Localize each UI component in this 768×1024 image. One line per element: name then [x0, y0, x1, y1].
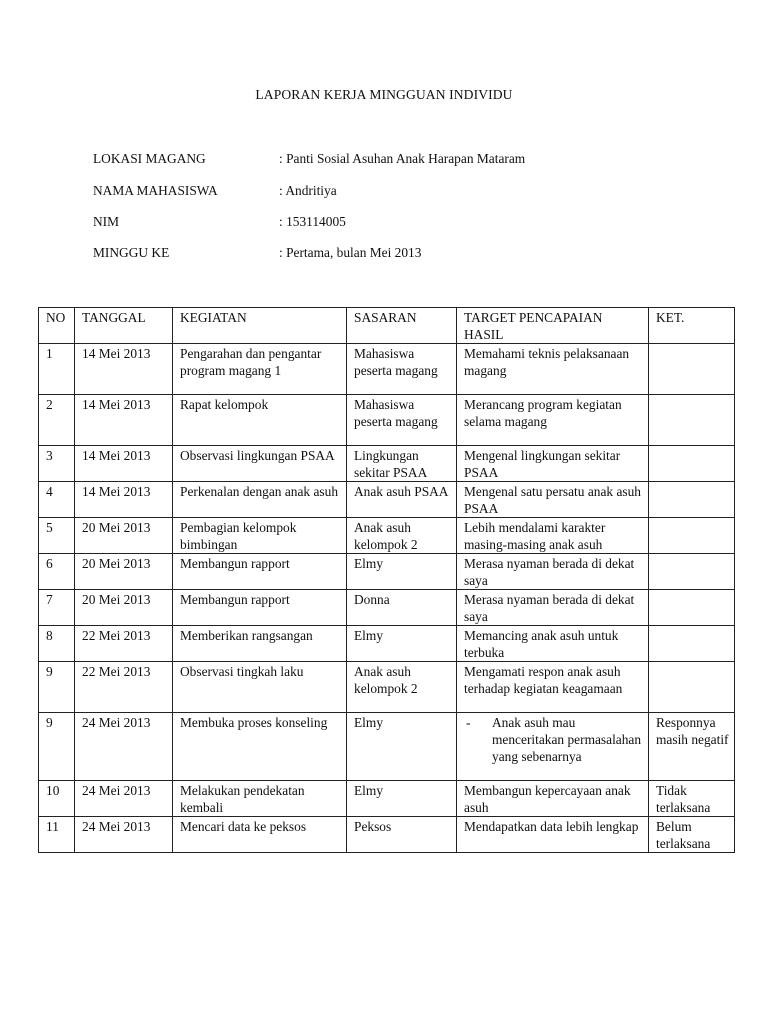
- table-row: [39, 344, 735, 395]
- cell-no: 4: [39, 482, 75, 518]
- cell-target: [457, 713, 649, 781]
- cell-target: Lebih mendalami karakter masing-masing anak asuh: [457, 518, 649, 554]
- cell-no: 10: [39, 781, 75, 817]
- cell-kegiatan: Mencari data ke peksos: [173, 817, 347, 853]
- header-kegiatan: KEGIATAN: [173, 308, 347, 344]
- cell-target: Mengenal satu persatu anak asuh PSAA: [457, 482, 649, 518]
- cell-no: 9: [39, 713, 75, 781]
- cell-tanggal: 24 Mei 2013: [75, 781, 173, 817]
- info-value: : 153114005: [279, 214, 346, 230]
- header-ket: KET.: [649, 308, 735, 344]
- cell-kegiatan: Observasi lingkungan PSAA: [173, 446, 347, 482]
- cell-sasaran: Elmy: [347, 781, 457, 817]
- cell-sasaran: Mahasiswa peserta magang: [347, 395, 457, 446]
- cell-ket: [649, 626, 735, 662]
- cell-sasaran: Anak asuh kelompok 2: [347, 662, 457, 713]
- bullet-dash: -: [466, 715, 471, 730]
- info-label: NAMA MAHASISWA: [93, 183, 218, 198]
- info-label: NIM: [93, 214, 120, 229]
- cell-no: 2: [39, 395, 75, 446]
- cell-kegiatan: Rapat kelompok: [173, 395, 347, 446]
- table-row: [39, 626, 735, 662]
- cell-ket: Belum terlaksana: [649, 817, 735, 853]
- cell-kegiatan: Melakukan pendekatan kembali: [173, 781, 347, 817]
- bullet-text: Anak asuh mau menceritakan permasalahan yang sebenarnya: [492, 715, 642, 764]
- report-table: [38, 307, 735, 853]
- cell-ket: [649, 662, 735, 713]
- info-row-nama: [93, 183, 693, 201]
- cell-kegiatan: Memberikan rangsangan: [173, 626, 347, 662]
- cell-target: Memahami teknis pelaksanaan magang: [457, 344, 649, 395]
- info-value: : Andritiya: [279, 183, 337, 199]
- table-row: [39, 590, 735, 626]
- cell-no: 5: [39, 518, 75, 554]
- cell-ket: Responnya masih negatif: [649, 713, 735, 781]
- header-no: NO: [39, 308, 75, 344]
- cell-ket: [649, 554, 735, 590]
- cell-target: Memancing anak asuh untuk terbuka: [457, 626, 649, 662]
- header-target: TARGET PENCAPAIAN HASIL: [457, 308, 649, 344]
- cell-target: Merancang program kegiatan selama magang: [457, 395, 649, 446]
- cell-tanggal: 14 Mei 2013: [75, 344, 173, 395]
- cell-sasaran: Elmy: [347, 626, 457, 662]
- cell-sasaran: Lingkungan sekitar PSAA: [347, 446, 457, 482]
- info-label: MINGGU KE: [93, 245, 170, 260]
- cell-no: 9: [39, 662, 75, 713]
- cell-tanggal: 24 Mei 2013: [75, 817, 173, 853]
- cell-tanggal: 14 Mei 2013: [75, 446, 173, 482]
- cell-kegiatan: Membangun rapport: [173, 554, 347, 590]
- cell-ket: Tidak terlaksana: [649, 781, 735, 817]
- cell-ket: [649, 344, 735, 395]
- table-header-row: [39, 308, 735, 344]
- cell-sasaran: Elmy: [347, 554, 457, 590]
- cell-target: Mengenal lingkungan sekitar PSAA: [457, 446, 649, 482]
- cell-sasaran: Anak asuh PSAA: [347, 482, 457, 518]
- table-row: [39, 662, 735, 713]
- cell-kegiatan: Pengarahan dan pengantar program magang 1: [173, 344, 347, 395]
- info-row-minggu: [93, 245, 693, 263]
- cell-no: 1: [39, 344, 75, 395]
- table-row: [39, 482, 735, 518]
- info-value: : Pertama, bulan Mei 2013: [279, 245, 421, 261]
- document-title: LAPORAN KERJA MINGGUAN INDIVIDU: [255, 87, 513, 102]
- cell-tanggal: 24 Mei 2013: [75, 713, 173, 781]
- cell-kegiatan: Membangun rapport: [173, 590, 347, 626]
- table-row: [39, 518, 735, 554]
- cell-sasaran: Anak asuh kelompok 2: [347, 518, 457, 554]
- table-row: [39, 817, 735, 853]
- cell-target: Membangun kepercayaan anak asuh: [457, 781, 649, 817]
- cell-kegiatan: Perkenalan dengan anak asuh: [173, 482, 347, 518]
- cell-target: Merasa nyaman berada di dekat saya: [457, 554, 649, 590]
- table-row: [39, 395, 735, 446]
- cell-target: Mendapatkan data lebih lengkap: [457, 817, 649, 853]
- cell-tanggal: 22 Mei 2013: [75, 662, 173, 713]
- cell-tanggal: 14 Mei 2013: [75, 395, 173, 446]
- cell-no: 3: [39, 446, 75, 482]
- cell-tanggal: 22 Mei 2013: [75, 626, 173, 662]
- cell-sasaran: Elmy: [347, 713, 457, 781]
- cell-ket: [649, 395, 735, 446]
- cell-sasaran: Mahasiswa peserta magang: [347, 344, 457, 395]
- cell-no: 7: [39, 590, 75, 626]
- cell-ket: [649, 446, 735, 482]
- info-row-lokasi: [93, 151, 693, 169]
- cell-sasaran: Donna: [347, 590, 457, 626]
- cell-no: 8: [39, 626, 75, 662]
- table-row: [39, 713, 735, 781]
- cell-tanggal: 20 Mei 2013: [75, 518, 173, 554]
- info-label: LOKASI MAGANG: [93, 151, 206, 166]
- header-sasaran: SASARAN: [347, 308, 457, 344]
- cell-no: 6: [39, 554, 75, 590]
- cell-target: Mengamati respon anak asuh terhadap kegiatan keagamaan: [457, 662, 649, 713]
- cell-tanggal: 14 Mei 2013: [75, 482, 173, 518]
- cell-kegiatan: Pembagian kelompok bimbingan: [173, 518, 347, 554]
- table-row: [39, 446, 735, 482]
- cell-kegiatan: Observasi tingkah laku: [173, 662, 347, 713]
- cell-sasaran: Peksos: [347, 817, 457, 853]
- cell-ket: [649, 590, 735, 626]
- cell-ket: [649, 518, 735, 554]
- header-tanggal: TANGGAL: [75, 308, 173, 344]
- cell-no: 11: [39, 817, 75, 853]
- cell-kegiatan: Membuka proses konseling: [173, 713, 347, 781]
- cell-tanggal: 20 Mei 2013: [75, 554, 173, 590]
- cell-ket: [649, 482, 735, 518]
- info-value: : Panti Sosial Asuhan Anak Harapan Mataram: [279, 151, 525, 167]
- target-bullet-item: [464, 714, 644, 765]
- cell-target: Merasa nyaman berada di dekat saya: [457, 590, 649, 626]
- cell-tanggal: 20 Mei 2013: [75, 590, 173, 626]
- info-row-nim: [93, 214, 693, 232]
- table-row: [39, 554, 735, 590]
- table-row: [39, 781, 735, 817]
